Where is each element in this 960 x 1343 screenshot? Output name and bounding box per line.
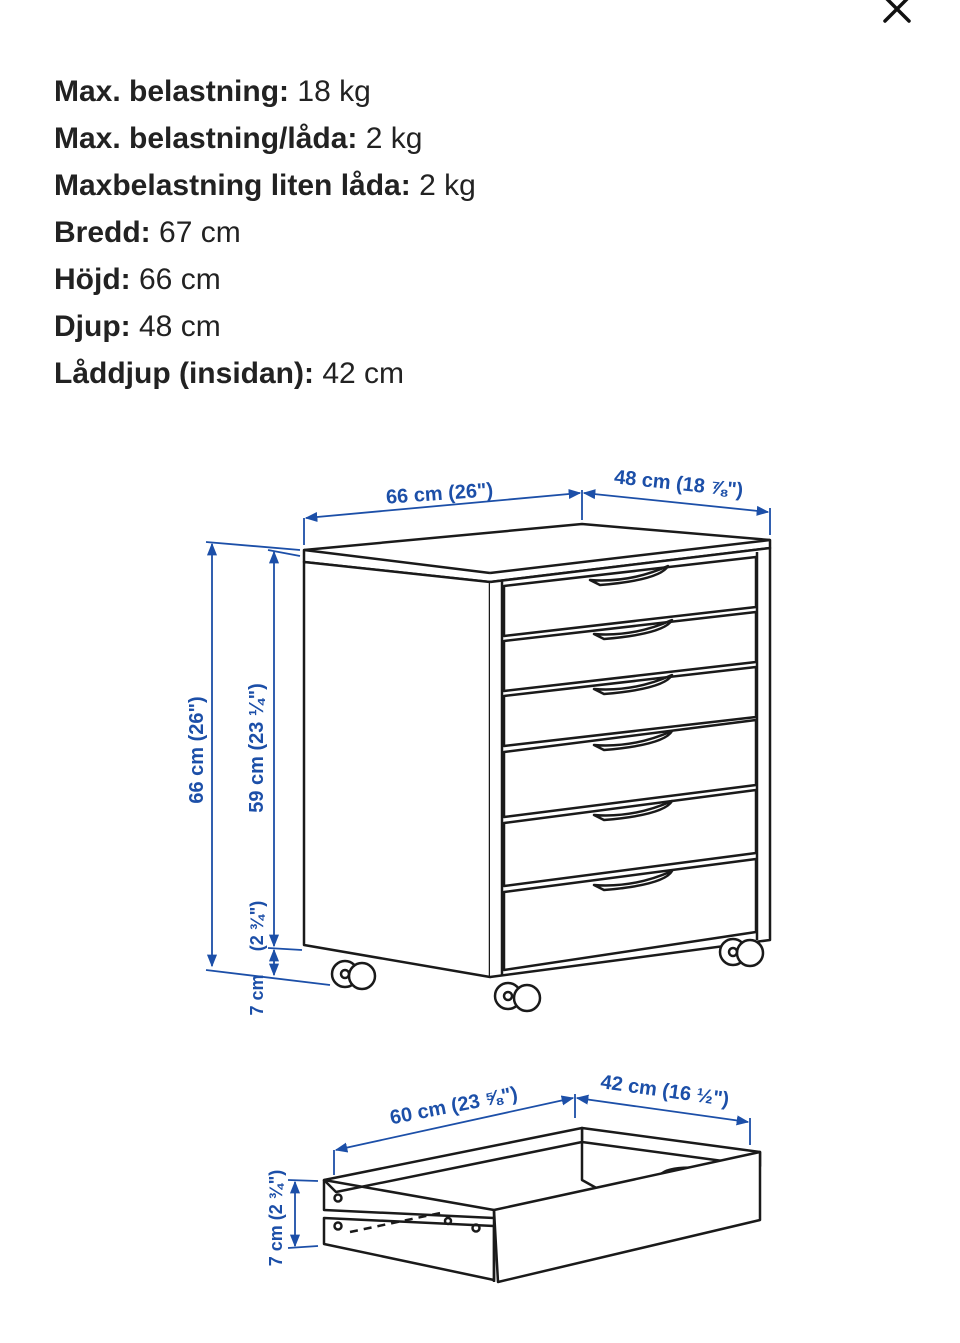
cabinet-depth-label: 48 cm (18 ⅞") [613,466,745,502]
spec-label: Max. belastning: [54,75,290,108]
caster-height-imperial-label: (2 ¾") [247,900,267,952]
spec-value: 18 kg [297,75,371,108]
spec-value: 48 cm [138,310,221,343]
spec-label: Låddjup (insidan): [54,357,314,390]
cabinet-width-label: 66 cm (26") [385,479,494,509]
drawer-depth-label: 42 cm (16 ½") [599,1071,731,1111]
cabinet-body-height-label: 59 cm (23 ¼") [246,683,268,813]
spec-value: 42 cm [322,357,405,390]
spec-value: 2 kg [419,169,476,202]
spec-value: 66 cm [138,263,221,296]
spec-label: Max. belastning/låda: [54,122,358,155]
cabinet-illustration [304,524,770,1011]
spec-label: Bredd: [54,216,151,249]
drawer-width-label: 60 cm (23 ⅝") [388,1082,520,1130]
drawer-illustration [324,1128,760,1282]
spec-label: Maxbelastning liten låda: [54,169,411,202]
caster-height-metric-label: 7 cm [247,974,267,1016]
spec-label: Höjd: [54,263,131,296]
cabinet-height-label: 66 cm (26") [186,696,208,804]
spec-label: Djup: [54,310,131,343]
drawer-height-label: 7 cm (2 ¾") [266,1169,286,1267]
spec-value: 2 kg [365,122,423,155]
spec-value: 67 cm [159,216,241,249]
